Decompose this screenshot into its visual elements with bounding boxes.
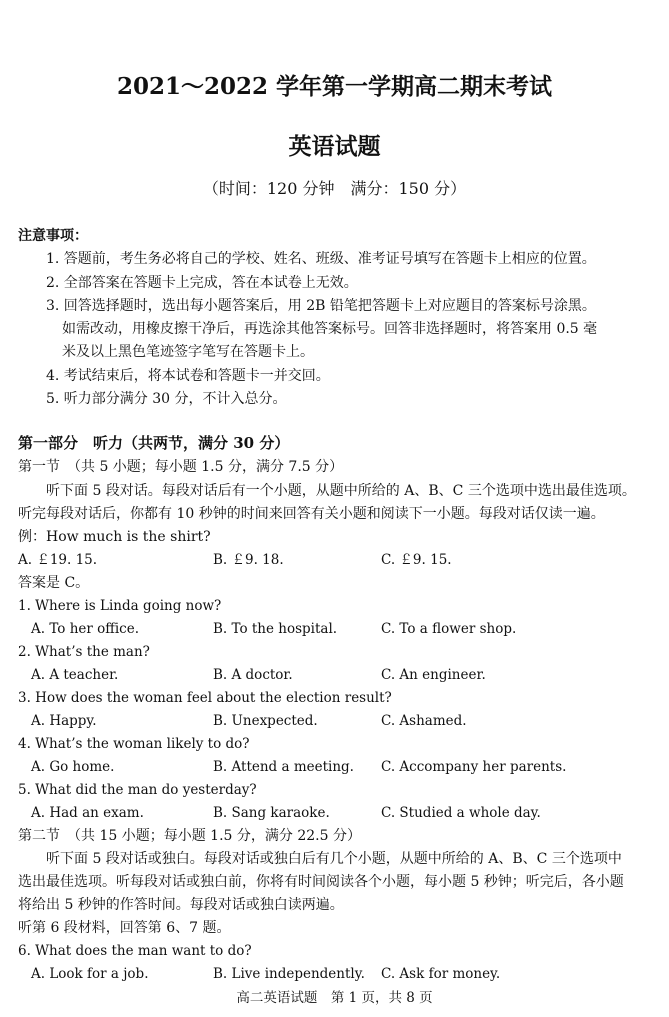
notice-item: 4. 考试结束后，将本试卷和答题卡一并交回。	[46, 368, 330, 384]
question: 3. How does the woman feel about the election result?	[18, 690, 392, 706]
option-b: B. Sang karaoke.	[213, 805, 330, 821]
option-b: B. To the hospital.	[213, 621, 338, 637]
option-b: B. A doctor.	[213, 667, 293, 683]
option-c: C. Studied a whole day.	[381, 805, 541, 821]
notice-item: 5. 听力部分满分 30 分，不计入总分。	[46, 391, 287, 407]
section2-instructions: 选出最佳选项。听每段对话或独白前，你将有时间阅读各个小题，每小题 5 秒钟；听完后，各小题	[18, 874, 624, 890]
option-a: A. A teacher.	[31, 667, 119, 683]
option-a: A. Happy.	[31, 713, 97, 729]
notice-heading: 注意事项：	[18, 228, 88, 244]
example-answer: 答案是 C。	[18, 575, 90, 591]
option-b: B. Live independently.	[213, 966, 365, 982]
section2-instructions: 听下面 5 段对话或独白。每段对话或独白后有几个小题，从题中所给的 A、B、C 三个选项中	[46, 851, 622, 867]
section1-instructions: 听下面 5 段对话。每段对话后有一个小题，从题中所给的 A、B、C 三个选项中选出最佳选项。	[46, 483, 636, 499]
option-a: A. Go home.	[31, 759, 115, 775]
option-c: C. To a flower shop.	[381, 621, 517, 637]
option-a: A. Had an exam.	[31, 805, 144, 821]
notice-item: 3. 回答选择题时，选出每小题答案后，用 2B 铅笔把答题卡上对应题目的答案标号涂黑。	[46, 298, 596, 314]
question: 2. What’s the man?	[18, 644, 150, 660]
section1-heading: 第一节 （共 5 小题；每小题 1.5 分，满分 7.5 分）	[18, 459, 344, 475]
section2-instructions: 听第 6 段材料，回答第 6、7 题。	[18, 920, 231, 936]
option-c: C. An engineer.	[381, 667, 486, 683]
option-b: B. Unexpected.	[213, 713, 318, 729]
option-a: A. Look for a job.	[31, 966, 149, 982]
question: 4. What’s the woman likely to do?	[18, 736, 250, 752]
example-question: 例：How much is the shirt?	[18, 529, 211, 545]
example-option-c: C. ￡9. 15.	[381, 552, 452, 568]
example-option-b: B. ￡9. 18.	[213, 552, 284, 568]
section2-instructions: 将给出 5 秒钟的作答时间。每段对话或独白读两遍。	[18, 897, 344, 913]
part1-heading: 第一部分 听力（共两节，满分 30 分）	[18, 434, 290, 452]
option-c: C. Ask for money.	[381, 966, 501, 982]
option-c: C. Accompany her parents.	[381, 759, 567, 775]
notice-item: 米及以上黑色笔迹签字笔写在答题卡上。	[62, 344, 314, 360]
page-footer: 高二英语试题 第 1 页，共 8 页	[236, 990, 433, 1006]
exam-title: 2021～2022 学年第一学期高二期末考试	[116, 73, 553, 100]
option-c: C. Ashamed.	[381, 713, 467, 729]
time-info: （时间：120 分钟 满分：150 分）	[202, 179, 467, 198]
question: 1. Where is Linda going now?	[18, 598, 222, 614]
example-option-a: A. ￡19. 15.	[18, 552, 98, 568]
option-a: A. To her office.	[31, 621, 140, 637]
question: 5. What did the man do yesterday?	[18, 782, 257, 798]
notice-item: 如需改动，用橡皮擦干净后，再选涂其他答案标号。回答非选择题时，将答案用 0.5 毫	[62, 321, 598, 337]
notice-item: 2. 全部答案在答题卡上完成，答在本试卷上无效。	[46, 275, 358, 291]
section2-heading: 第二节 （共 15 小题；每小题 1.5 分，满分 22.5 分）	[18, 828, 361, 844]
section1-instructions: 听完每段对话后，你都有 10 秒钟的时间来回答有关小题和阅读下一小题。每段对话仅读一遍。	[18, 506, 605, 522]
option-b: B. Attend a meeting.	[213, 759, 354, 775]
question: 6. What does the man want to do?	[18, 943, 252, 959]
exam-subtitle: 英语试题	[288, 133, 381, 160]
notice-item: 1. 答题前，考生务必将自己的学校、姓名、班级、准考证号填写在答题卡上相应的位置。	[46, 251, 596, 267]
